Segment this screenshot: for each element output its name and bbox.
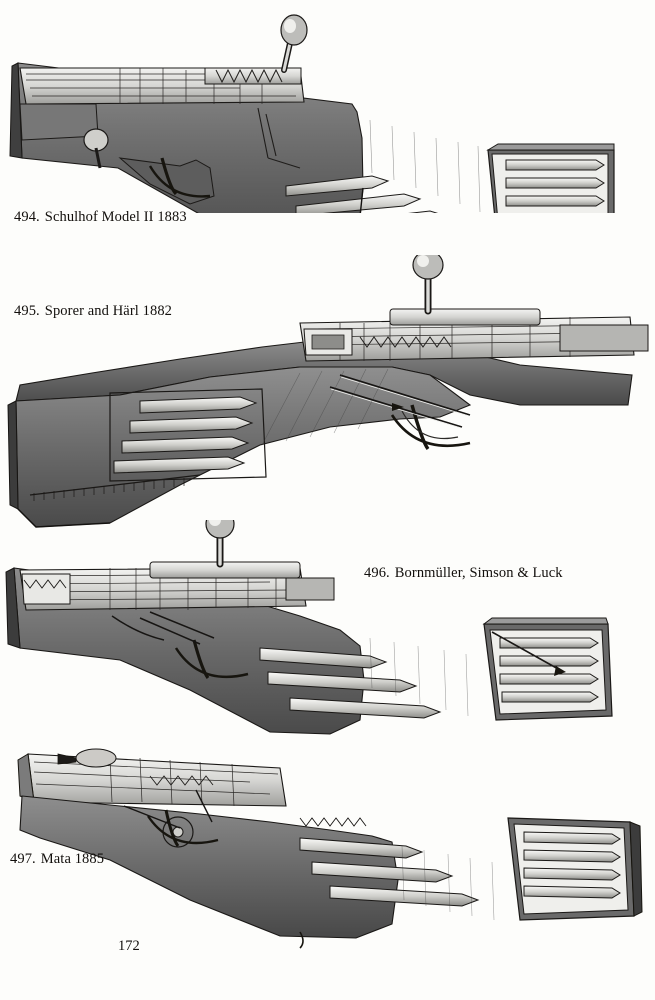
figure-497-caption-number: 497.	[10, 851, 36, 867]
figure-497-caption-text: Mata 1885	[40, 851, 105, 867]
figure-494-caption-number: 494.	[14, 209, 40, 225]
page-number: 172	[118, 938, 140, 954]
figure-497-caption	[10, 851, 104, 868]
figure-494-caption-text: Schulhof Model II 1883	[44, 209, 187, 225]
figure-497-illustration	[0, 710, 655, 960]
figure-495-illustration	[0, 255, 655, 555]
figure-496-caption-text: Bornmüller, Simson & Luck	[394, 565, 563, 581]
figure-495-caption-number: 495.	[14, 303, 40, 319]
figure-496-caption-number: 496.	[364, 565, 390, 581]
figure-494-illustration	[0, 8, 655, 213]
figure-495-caption-text: Sporer and Härl 1882	[44, 303, 173, 319]
figure-494-caption	[14, 209, 187, 226]
